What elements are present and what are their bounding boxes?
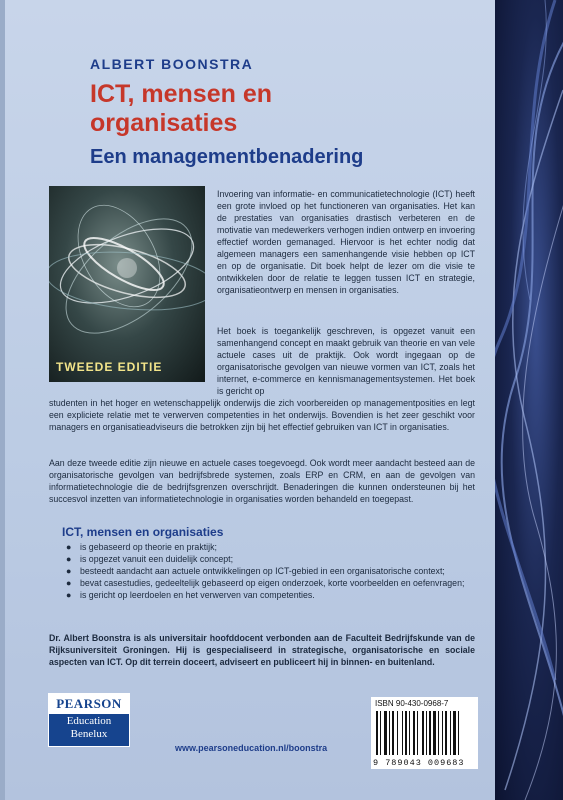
barcode-icon <box>375 711 474 755</box>
list-item <box>64 577 474 589</box>
list-item-text: bevat casestudies, gedeeltelijk gebaseerd op eigen onderzoek, korte voorbeelden en oefenvragen; <box>80 578 465 588</box>
bullet-icon: ● <box>66 590 72 600</box>
publisher-url: www.pearsoneducation.nl/boonstra <box>175 743 328 753</box>
pearson-logo-line-2: Benelux <box>70 728 108 740</box>
feature-list-title: ICT, mensen en organisaties <box>62 525 224 539</box>
bullet-icon: ● <box>66 554 72 564</box>
description-paragraph-2-start: Het boek is toegankelijk geschreven, is opgezet vanuit een samenhangend concept en maakt gebruik van theorie en van vele actuele cases uit de praktijk. Ook wordt ingegaan op de organisatorische gevolgen van nieuwe vormen van ICT, zoals het internet, e-commerce en kennismanagementsystemen. Het boek is gericht op <box>217 326 475 396</box>
bullet-icon: ● <box>66 578 72 588</box>
list-item <box>64 589 474 601</box>
list-item-text: is gericht op leerdoelen en het verwerven van competenties. <box>80 590 315 600</box>
spine-artwork <box>495 0 563 800</box>
pearson-logo <box>48 693 130 747</box>
book-subtitle: Een managementbenadering <box>90 146 364 168</box>
book-title-line-2: organisaties <box>90 109 238 137</box>
description-paragraph-3: Aan deze tweede editie zijn nieuwe en actuele cases toegevoegd. Ook wordt meer aandacht besteed aan de organisatorische gevolgen van bedrijfsbrede systemen, zoals ERP en CRM, en aan de gevolgen van informatietechnologie die de bedrijfsgrenzen overschrijdt. Benaderingen die kunnen ondersteunen bij het succesvol inzetten van informatietechnologie in organisaties worden behandeld en toegepast. <box>49 458 475 504</box>
book-title-line-1: ICT, mensen en <box>90 80 272 108</box>
pearson-logo-line-1: Education <box>66 715 112 727</box>
book-title <box>90 80 470 138</box>
description-paragraph-1: Invoering van informatie- en communicatietechnologie (ICT) heeft een grote invloed op het functioneren van organisaties. Het kan de prestaties van organisaties drastisch verbeteren en de motivatie van medewerkers verhogen indien ontwerp en invoering effectief worden gemanaged. Hiervoor is het echter nodig dat algemeen managers een samenhangende visie hebben op ICT en op de organisatie. Dit boek helpt de lezer om die visie te ontwikkelen door de relatie te leggen tussen ICT en strategie, organisatieontwerp en mensen in organisaties. <box>217 189 475 295</box>
feature-list <box>64 541 474 601</box>
author-bio: Dr. Albert Boonstra is als universitair hoofddocent verbonden aan de Faculteit Bedrijfskunde van de Rijksuniversiteit Groningen. Hij is gespecialiseerd in strategische, organisatorische en sociale aspecten van ICT. Op dit terrein doceert, adviseert en publiceert hij in binnen- en buitenland. <box>49 633 475 667</box>
barcode-number: 9 789043 009683 <box>373 758 465 768</box>
list-item-text: besteedt aandacht aan actuele ontwikkelingen op ICT-gebied in een organisatorische context; <box>80 566 445 576</box>
list-item-text: is opgezet vanuit een duidelijk concept; <box>80 554 234 564</box>
barcode-panel <box>371 697 478 769</box>
edition-label: TWEEDE EDITIE <box>56 360 163 374</box>
list-item <box>64 553 474 565</box>
pearson-logo-name: PEARSON <box>49 694 129 714</box>
cover-edge <box>0 0 5 800</box>
isbn-label: ISBN 90-430-0968-7 <box>375 699 449 708</box>
author-name: ALBERT BOONSTRA <box>90 56 254 72</box>
cover-thumbnail <box>49 186 205 382</box>
bullet-icon: ● <box>66 542 72 552</box>
list-item <box>64 565 474 577</box>
list-item <box>64 541 474 553</box>
bullet-icon: ● <box>66 566 72 576</box>
list-item-text: is gebaseerd op theorie en praktijk; <box>80 542 217 552</box>
description-paragraph-2-end: studenten in het hoger en wetenschappelijk onderwijs die zich voorbereiden op managementposities en legt een expliciete relatie met te verwerven competenties in het onderwijs. Bovendien is het zeer geschikt voor managers en organisatieadviseurs die betrokken zijn bij het effectief gebruiken van ICT in organisaties. <box>49 398 475 432</box>
